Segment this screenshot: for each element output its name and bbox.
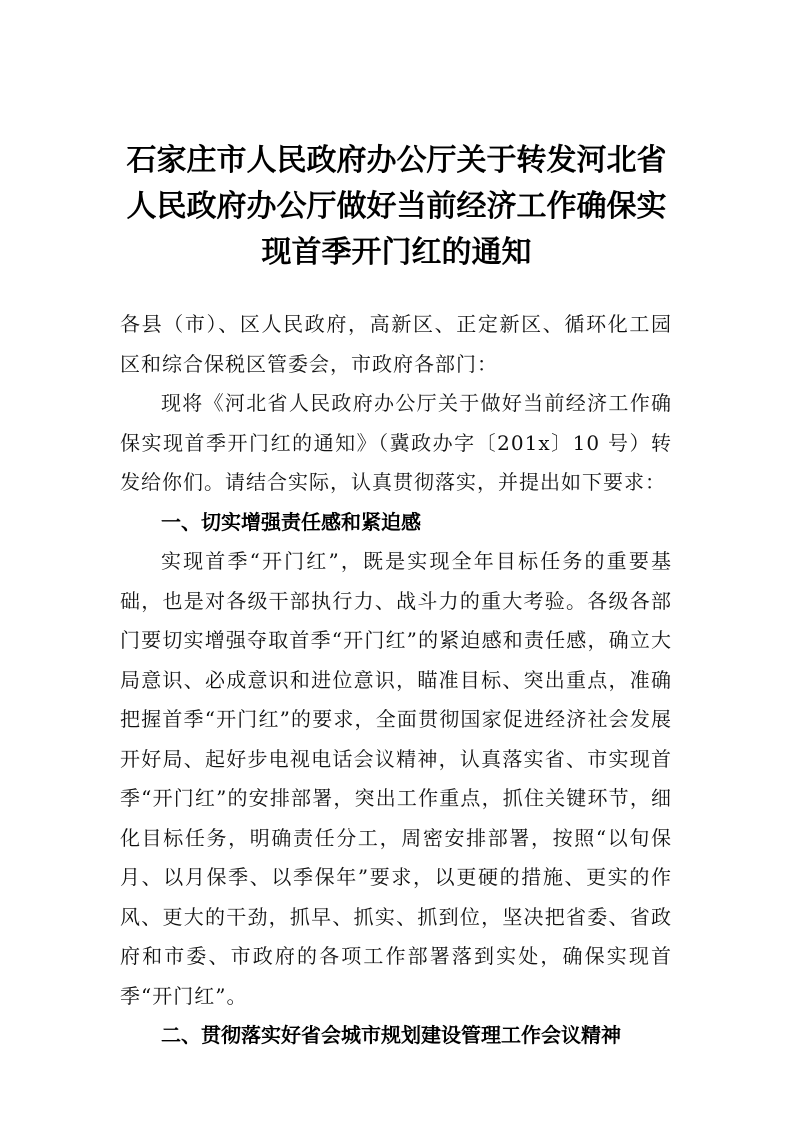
title-line-1: 石家庄市人民政府办公厅关于转发河北省: [126, 143, 667, 178]
document-body: [120, 305, 672, 1056]
section-1-heading: 一、切实增强责任感和紧迫感: [161, 509, 421, 534]
section-1-body: 实现首季“开门红”，既是实现全年目标任务的重要基础，也是对各级干部执行力、战斗力的重大考验。各级各部门要切实增强夺取首季“开门红”的紧迫感和责任感，确立大局意识、必成意识和进位意识，瞄准目标、突出重点，准确把握首季“开门红”的要求，全面贯彻国家促进经济社会发展开好局、起好步电视电话会议精神，认真落实省、市实现首季“开门红”的安排部署，突出工作重点，抓住关键环节，细化目标任务，明确责任分工，周密安排部署，按照“以旬保月、以月保季、以季保年”要求，以更硬的措施、更实的作风、更大的干劲，抓早、抓实、抓到位，坚决把省委、省政府和市委、市政府的各项工作部署落到实处，确保实现首季“开门红”。: [120, 549, 672, 1008]
intro-paragraph: 现将《河北省人民政府办公厅关于做好当前经济工作确保实现首季开门红的通知》（冀政办字〔201x〕10 号）转发给你们。请结合实际，认真贯彻落实，并提出如下要求：: [120, 391, 672, 494]
section-2-heading: 二、贯彻落实好省会城市规划建设管理工作会议精神: [161, 1023, 621, 1047]
salutation: 各县（市）、区人民政府，高新区、正定新区、循环化工园区和综合保税区管委会，市政府各部门：: [120, 312, 672, 376]
title-line-2: 人民政府办公厅做好当前经济工作确保实: [126, 189, 667, 224]
document-title: [100, 138, 693, 276]
title-line-3: 现首季开门红的通知: [261, 235, 532, 270]
